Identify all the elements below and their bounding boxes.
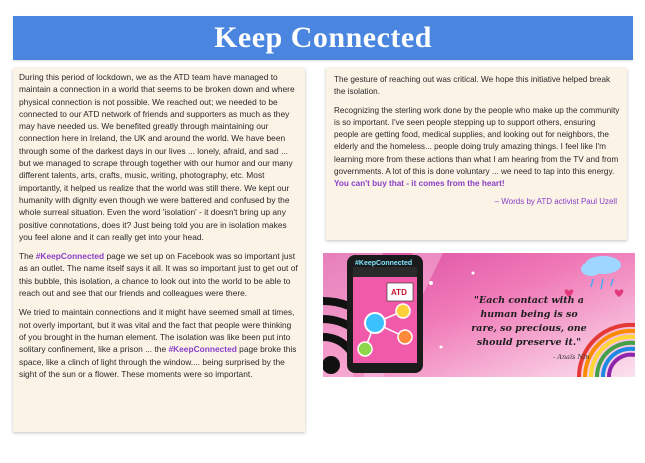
hashtag-link[interactable]: #KeepConnected	[168, 344, 237, 355]
paragraph: The gesture of reaching out was critical. We hope this initiative helped break the isolation.	[334, 75, 611, 97]
quote-line: "Each contact with a	[474, 295, 584, 306]
quote-author: - Anaïs Nin	[553, 353, 590, 361]
svg-text:ATD: ATD	[391, 288, 407, 297]
page-title: Keep Connected	[214, 21, 432, 54]
text: page broke this space, like a clinch of light through the window.... being surprised by the sight of the sun or a flower. These moments were so important.	[19, 344, 297, 379]
graphic-svg	[323, 253, 635, 377]
paragraph	[19, 306, 299, 380]
title-banner	[13, 16, 633, 60]
phone-icon	[347, 255, 423, 373]
text: Recognizing the sterling work done by the people who make up the community is so important. I've seen people stepping up to support others, ensuring people are getting food, medical supplies, and looking out for neighbors, the elderly and the homeless... people doing truly amazing things. I feel like I'm learning more from these actions than what I am hearing from the TV and from governments. A lot of this is done voluntary ... we need to tap into this energy.	[334, 106, 620, 176]
graphic-reflection	[323, 378, 635, 448]
paragraph	[334, 105, 621, 190]
right-text-panel	[326, 68, 627, 240]
atd-logo	[387, 283, 413, 301]
quote-line: human being is so	[480, 309, 578, 320]
keep-connected-graphic	[323, 253, 635, 377]
highlight-quote: You can't buy that - it comes from the heart!	[334, 178, 505, 188]
quote-line: rare, so precious, one	[471, 323, 587, 334]
paragraph	[19, 250, 299, 299]
text: We tried to maintain connections and it might have seemed small at times, not overly important, but it was vital and the fact that people were thinking of you brought in the human element. The isolation was like been put into solitary confinement, like a prison ... the	[19, 307, 295, 355]
left-text-panel	[13, 68, 305, 432]
text: The	[19, 251, 36, 262]
text: page we set up on Facebook was so important just as an outlet. The name itself says it all. It was so important just to get out of this bubble, this isolation, a chance to look out into the world to be able to reach out and see that our friends and colleagues were there.	[19, 251, 298, 299]
hashtag-link[interactable]: #KeepConnected	[35, 251, 105, 262]
quote-line: should preserve it."	[476, 337, 582, 348]
paragraph: During this period of lockdown, we as the ATD team have managed to maintain a connection in a world that seems to be broken down and where physical connection is not possible. We reached out; we needed to be connected to our ATD network of friends and supporters as much as they may have needed us. We benefited greatly through maintaining our connection here in Ireland, the UK and around the world. We have been through some of the darkest days in our lives ... lonely, afraid, and sad ... but we managed to scrape through together with our humor and our many different talents, arts, crafts, music, writing, photography, etc. Most importantly, it helped us realize that the world was still there. We kept our humanity with dignity even though we were battered and confused by the whole surreal situation. Even the word 'isolation' - it doesn't bring up any positive connotations, does it? Just being told you are in isolation makes you feel alone and it can really get into your head.	[19, 72, 295, 242]
phone-hashtag: #KeepConnected	[355, 260, 413, 267]
author-credit: – Words by ATD activist Paul Uzell	[494, 196, 617, 206]
